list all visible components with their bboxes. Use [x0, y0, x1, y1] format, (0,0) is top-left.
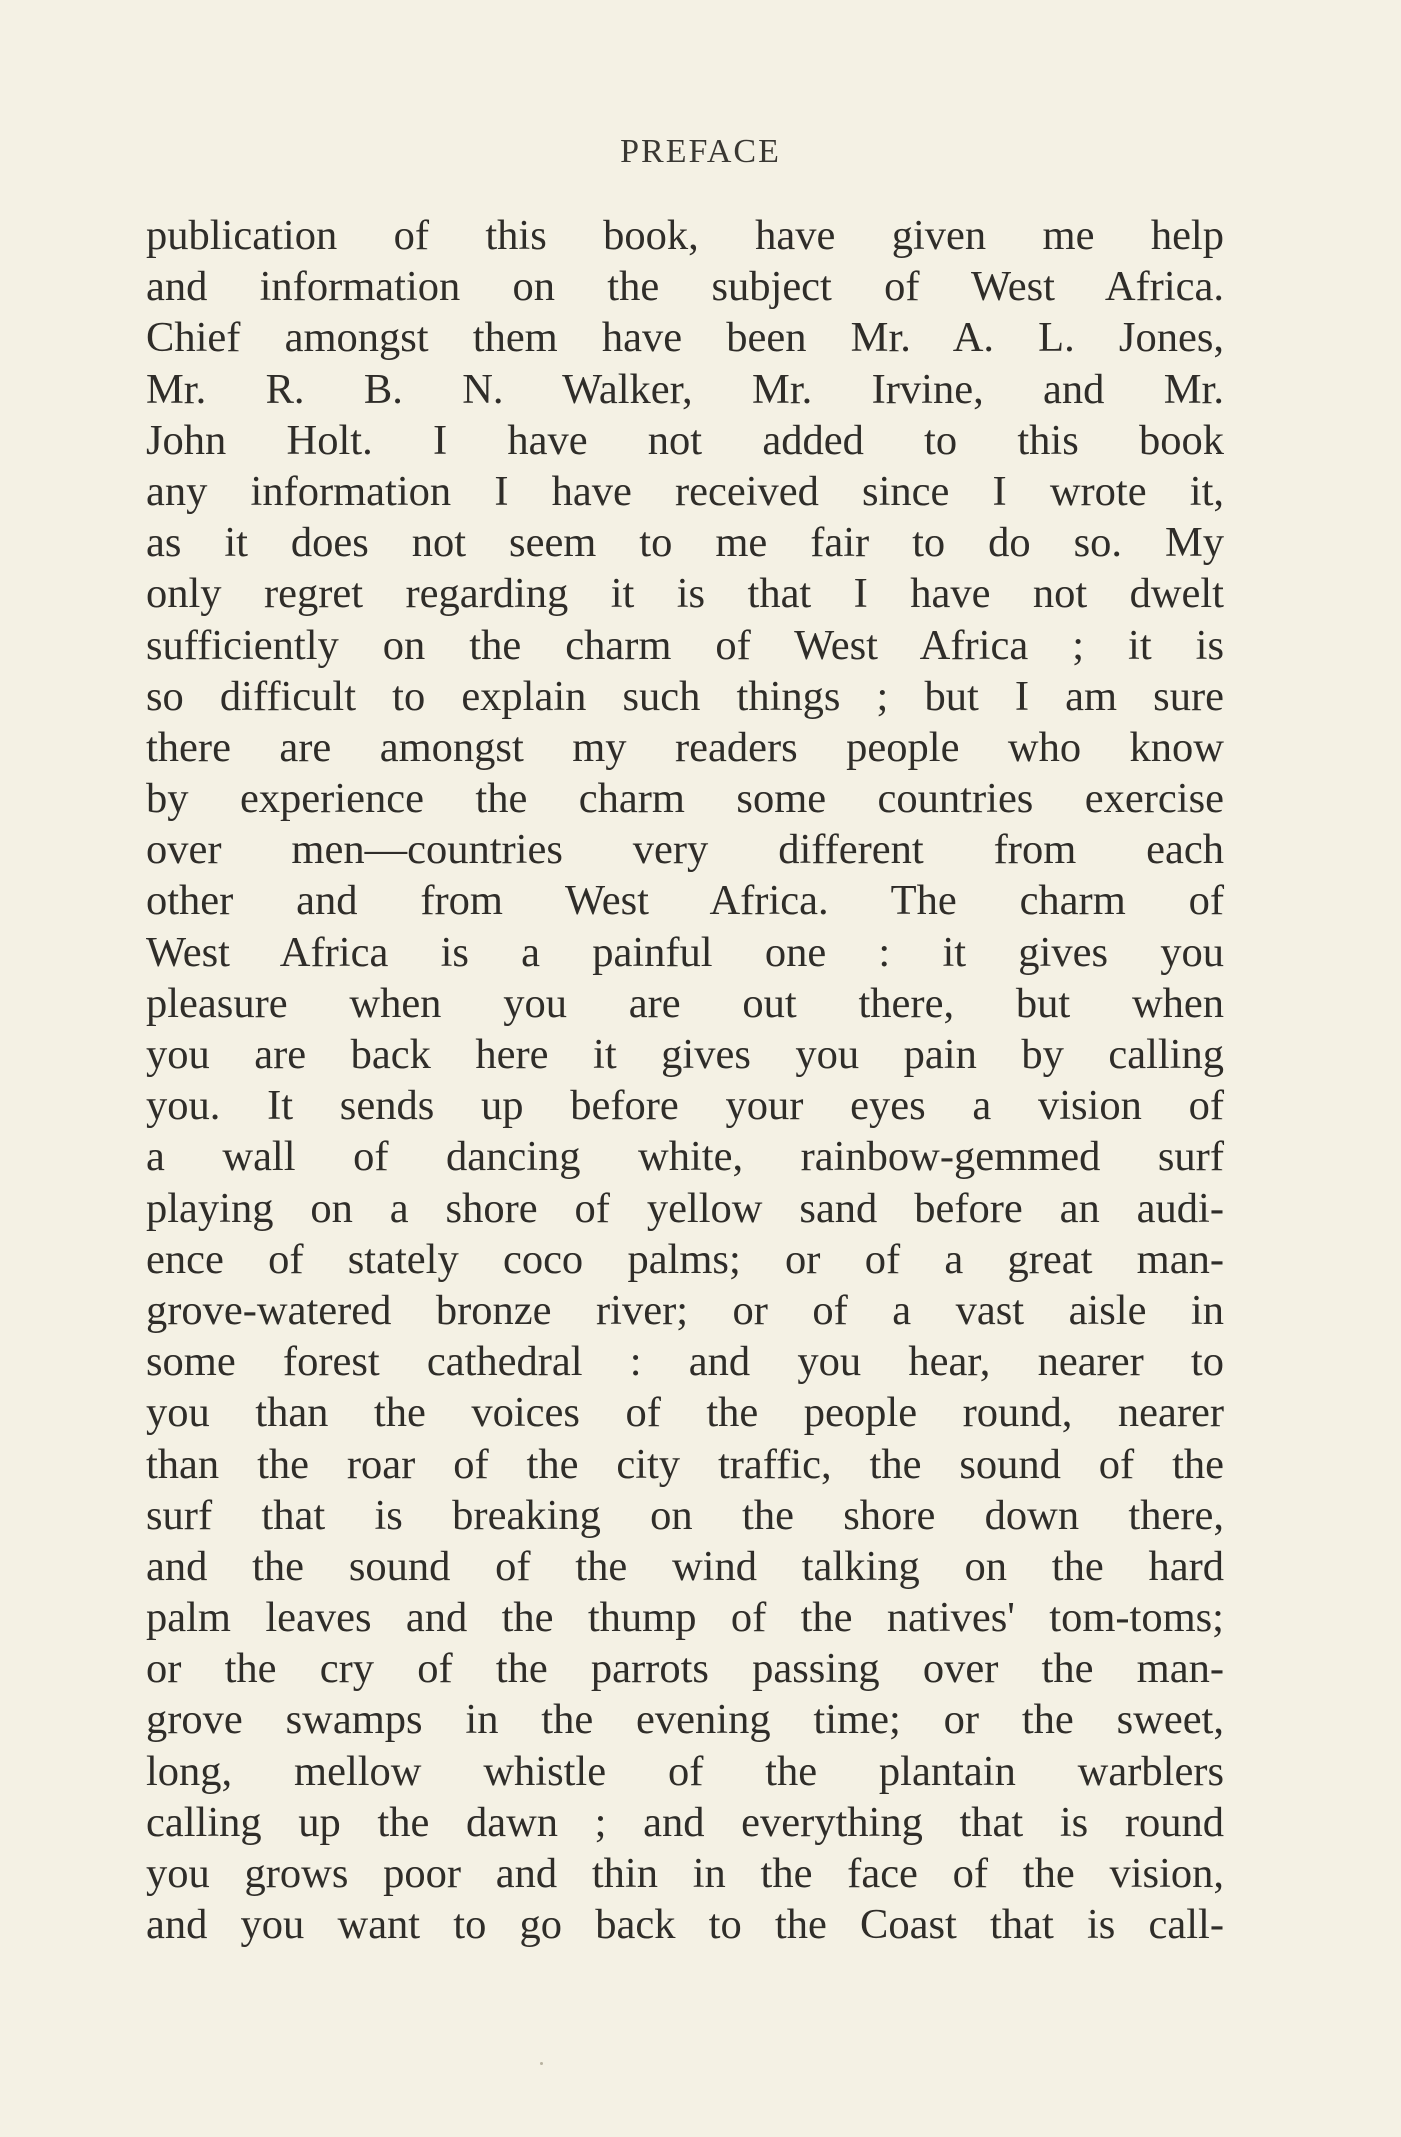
- text-line: so difficult to explain such things ; but I am sure: [146, 672, 1224, 720]
- text-line: and the sound of the wind talking on the hard: [146, 1542, 1224, 1590]
- text-line: Mr. R. B. N. Walker, Mr. Irvine, and Mr.: [146, 365, 1224, 413]
- text-line: you are back here it gives you pain by calling: [146, 1031, 1224, 1078]
- text-line: calling up the dawn ; and everything that is round: [146, 1798, 1224, 1846]
- running-head: PREFACE: [620, 133, 781, 170]
- paper-speck: [540, 2062, 543, 2065]
- text-line: other and from West Africa. The charm of: [146, 877, 1224, 925]
- text-line: long, mellow whistle of the plantain warblers: [146, 1747, 1224, 1795]
- text-line: grove-watered bronze river; or of a vast aisle in: [146, 1286, 1224, 1334]
- text-line: by experience the charm some countries exercise: [146, 775, 1224, 823]
- text-line: grove swamps in the evening time; or the sweet,: [146, 1696, 1224, 1744]
- text-line: you grows poor and thin in the face of the vision,: [146, 1850, 1224, 1897]
- text-line: Chief amongst them have been Mr. A. L. Jones,: [146, 314, 1224, 362]
- text-line: as it does not seem to me fair to do so. My: [146, 519, 1224, 567]
- text-line: surf that is breaking on the shore down there,: [146, 1491, 1224, 1539]
- body-text: [146, 210, 1224, 1950]
- text-line: you. It sends up before your eyes a vision of: [146, 1082, 1224, 1130]
- text-line: there are amongst my readers people who know: [146, 723, 1224, 771]
- text-line: any information I have received since I wrote it,: [146, 467, 1224, 515]
- text-line: publication of this book, have given me help: [146, 212, 1224, 259]
- text-line: you than the voices of the people round, nearer: [146, 1389, 1224, 1437]
- text-line: sufficiently on the charm of West Africa ; it is: [146, 621, 1224, 669]
- text-line: playing on a shore of yellow sand before an audi-: [146, 1184, 1224, 1232]
- text-line: palm leaves and the thump of the natives' tom-toms;: [146, 1594, 1224, 1642]
- text-line: some forest cathedral : and you hear, nearer to: [146, 1338, 1224, 1386]
- text-line: West Africa is a painful one : it gives you: [146, 928, 1224, 976]
- text-line: and you want to go back to the Coast that is call-: [146, 1901, 1224, 1949]
- text-line: John Holt. I have not added to this book: [146, 416, 1224, 464]
- text-line: ence of stately coco palms; or of a great man-: [146, 1235, 1224, 1283]
- text-line: or the cry of the parrots passing over the man-: [146, 1645, 1224, 1693]
- text-line: only regret regarding it is that I have not dwelt: [146, 570, 1224, 618]
- text-line: and information on the subject of West Africa.: [146, 263, 1224, 311]
- text-line: a wall of dancing white, rainbow-gemmed surf: [146, 1133, 1224, 1181]
- text-line: pleasure when you are out there, but when: [146, 979, 1224, 1027]
- text-line: than the roar of the city traffic, the sound of the: [146, 1440, 1224, 1488]
- text-line: over men—countries very different from each: [146, 826, 1224, 874]
